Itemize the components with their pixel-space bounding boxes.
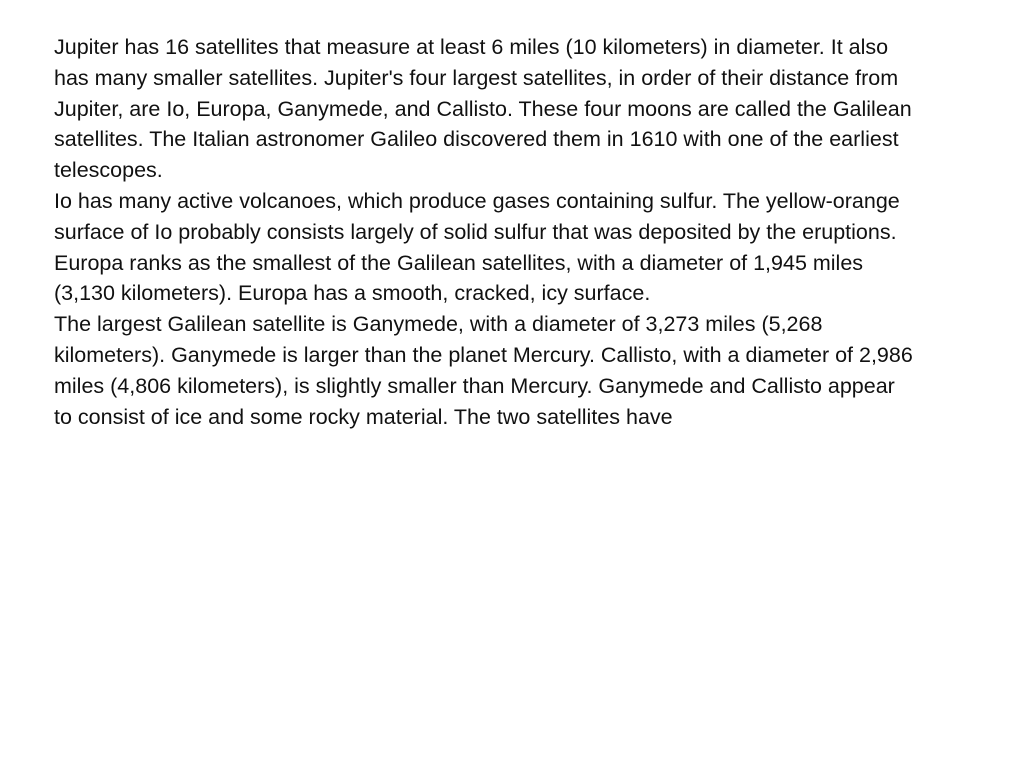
paragraph-jupiter-satellites: Jupiter has 16 satellites that measure at least 6 miles (10 kilometers) in diameter. It also has many smaller satellites. Jupiter's four largest satellites, in order of their distance from Jupiter, are Io, Europa, Ganymede, and Callisto. These four moons are called the Galilean satellites. The Italian astronomer Galileo discovered them in 1610 with one of the earliest telescopes.	[54, 35, 912, 183]
document-body	[54, 32, 914, 432]
paragraph-ganymede-callisto: The largest Galilean satellite is Ganymede, with a diameter of 3,273 miles (5,268 kilometers). Ganymede is larger than the planet Mercury. Callisto, with a diameter of 2,986 miles (4,806 kilometers), is slightly smaller than Mercury. Ganymede and Callisto appear to consist of ice and some rocky material. The two satellites have	[54, 312, 913, 429]
paragraph-io-europa: Io has many active volcanoes, which produce gases containing sulfur. The yellow-orange surface of Io probably consists largely of solid sulfur that was deposited by the eruptions. Europa ranks as the smallest of the Galilean satellites, with a diameter of 1,945 miles (3,130 kilometers). Europa has a smooth, cracked, icy surface.	[54, 188, 900, 306]
